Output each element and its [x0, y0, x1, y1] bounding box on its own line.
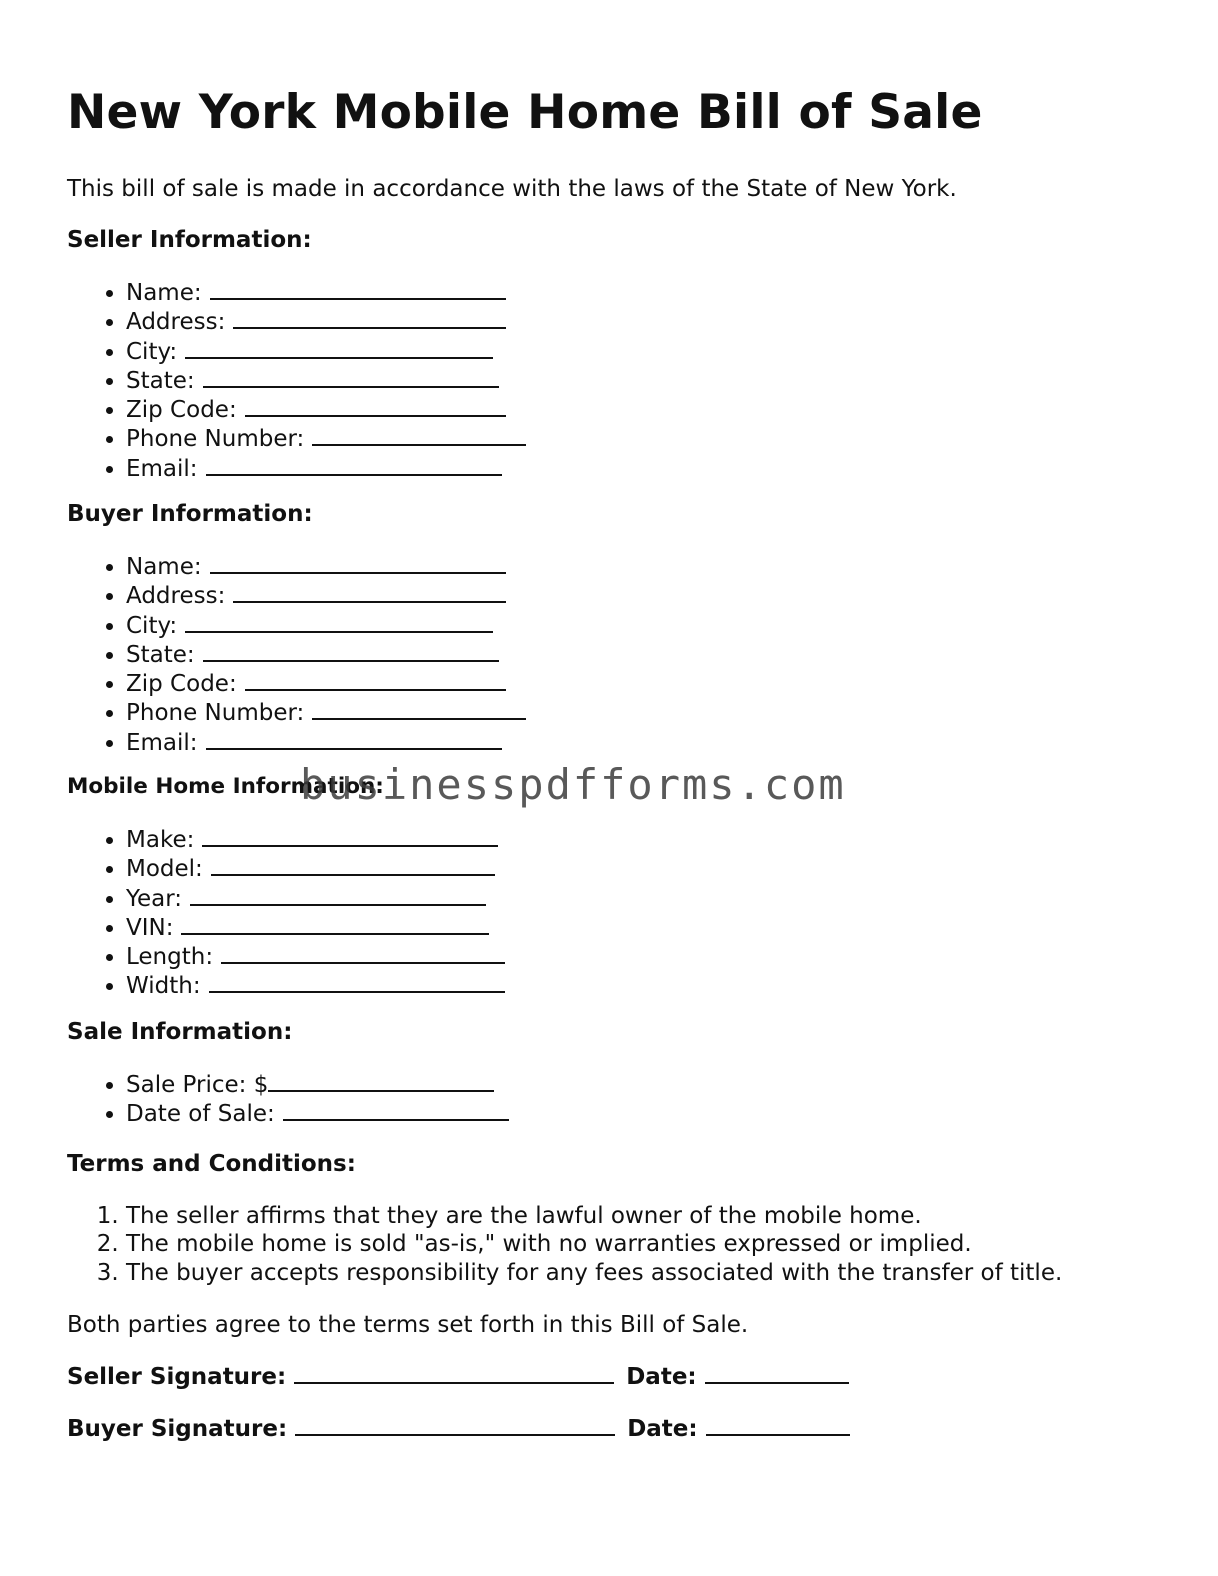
document-title: New York Mobile Home Bill of Sale — [67, 85, 983, 140]
seller-address-field: • Address: — [126, 307, 526, 336]
seller-phone-field: • Phone Number: — [126, 424, 526, 453]
buyer-email-blank[interactable] — [206, 728, 502, 750]
mobile-home-year-blank[interactable] — [190, 884, 486, 906]
mobile-home-width-field: • Width: — [126, 971, 505, 1000]
sale-date-blank[interactable] — [283, 1099, 509, 1121]
buyer-city-field: • City: — [126, 611, 526, 640]
buyer-field-list — [67, 552, 526, 757]
intro-paragraph: This bill of sale is made in accordance with the laws of the State of New York. — [67, 176, 957, 202]
seller-name-blank[interactable] — [210, 278, 506, 300]
buyer-zip-blank[interactable] — [245, 669, 506, 691]
mobile-home-model-field: • Model: — [126, 854, 505, 883]
buyer-address-blank[interactable] — [233, 581, 506, 603]
seller-city-blank[interactable] — [185, 337, 493, 359]
sale-field-list — [67, 1070, 509, 1129]
buyer-zip-field: • Zip Code: — [126, 669, 526, 698]
mobile-home-year-field: • Year: — [126, 884, 505, 913]
mobile-home-vin-blank[interactable] — [181, 913, 489, 935]
seller-signature-blank[interactable] — [294, 1362, 614, 1384]
buyer-name-blank[interactable] — [210, 552, 506, 574]
term-item: 1. The seller affirms that they are the lawful owner of the mobile home. — [126, 1202, 1062, 1230]
buyer-city-blank[interactable] — [185, 611, 493, 633]
mobile-home-length-field: • Length: — [126, 942, 505, 971]
seller-email-blank[interactable] — [206, 454, 502, 476]
seller-state-field: • State: — [126, 366, 526, 395]
seller-date-blank[interactable] — [705, 1362, 849, 1384]
sale-heading: Sale Information: — [67, 1019, 293, 1045]
terms-heading: Terms and Conditions: — [67, 1151, 356, 1177]
buyer-state-blank[interactable] — [203, 640, 499, 662]
seller-signature-line: Seller Signature: Date: — [67, 1362, 849, 1392]
closing-paragraph: Both parties agree to the terms set forth in this Bill of Sale. — [67, 1312, 749, 1338]
watermark: businesspdfforms.com — [300, 760, 846, 809]
buyer-phone-blank[interactable] — [312, 698, 526, 720]
buyer-email-field: • Email: — [126, 728, 526, 757]
mobile-home-vin-field: • VIN: — [126, 913, 505, 942]
buyer-name-field: • Name: — [126, 552, 526, 581]
sale-date-field: • Date of Sale: — [126, 1099, 509, 1128]
mobile-home-field-list — [67, 825, 505, 1001]
mobile-home-model-blank[interactable] — [211, 854, 495, 876]
mobile-home-heading: Mobile Home Information: — [67, 774, 384, 799]
terms-list — [67, 1202, 1062, 1287]
seller-city-field: • City: — [126, 337, 526, 366]
buyer-date-blank[interactable] — [706, 1414, 850, 1436]
seller-state-blank[interactable] — [203, 366, 499, 388]
mobile-home-length-blank[interactable] — [221, 942, 505, 964]
term-item: 3. The buyer accepts responsibility for any fees associated with the transfer of title. — [126, 1259, 1062, 1287]
sale-price-field: • Sale Price: $ — [126, 1070, 509, 1099]
buyer-signature-blank[interactable] — [295, 1414, 615, 1436]
term-item: 2. The mobile home is sold "as-is," with no warranties expressed or implied. — [126, 1230, 1062, 1258]
buyer-address-field: • Address: — [126, 581, 526, 610]
mobile-home-make-blank[interactable] — [202, 825, 498, 847]
buyer-state-field: • State: — [126, 640, 526, 669]
buyer-phone-field: • Phone Number: — [126, 698, 526, 727]
mobile-home-width-blank[interactable] — [209, 971, 505, 993]
seller-email-field: • Email: — [126, 454, 526, 483]
seller-heading: Seller Information: — [67, 227, 312, 253]
seller-name-field: • Name: — [126, 278, 526, 307]
seller-field-list — [67, 278, 526, 483]
buyer-heading: Buyer Information: — [67, 501, 313, 527]
sale-price-blank[interactable] — [268, 1070, 494, 1092]
buyer-signature-line: Buyer Signature: Date: — [67, 1414, 850, 1444]
seller-phone-blank[interactable] — [312, 424, 526, 446]
seller-zip-field: • Zip Code: — [126, 395, 526, 424]
seller-zip-blank[interactable] — [245, 395, 506, 417]
seller-address-blank[interactable] — [233, 307, 506, 329]
mobile-home-make-field: • Make: — [126, 825, 505, 854]
